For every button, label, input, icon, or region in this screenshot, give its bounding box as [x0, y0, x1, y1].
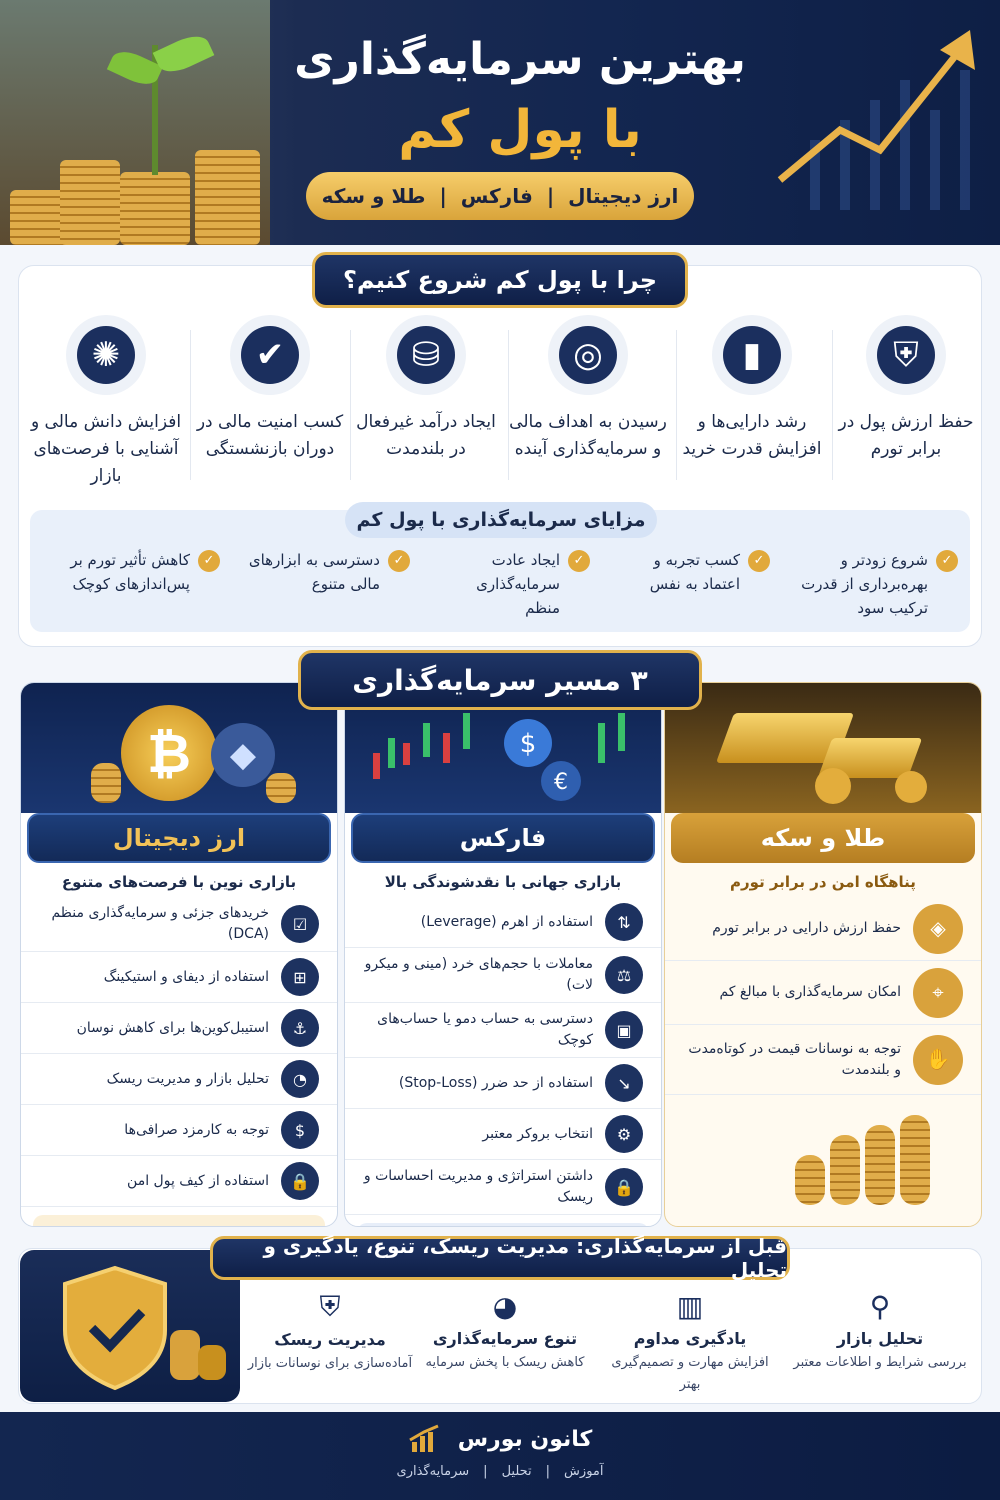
topics-pill [306, 172, 694, 220]
footer-link-investment[interactable]: سرمایه‌گذاری [396, 1464, 470, 1479]
coins-growth-icon: ⛁ [397, 326, 455, 384]
gold-title: طلا و سکه [671, 813, 975, 863]
feature-label: کسب امنیت مالی در دوران بازنشستگی [196, 412, 344, 459]
feature-item [346, 315, 506, 463]
topic-forex: فارکس [460, 184, 533, 208]
header-banner [0, 0, 1000, 245]
gold-column [664, 682, 982, 1227]
footer-links: آموزش | تحلیل | سرمایه‌گذاری [396, 1464, 604, 1479]
check-icon: ✓ [936, 550, 958, 572]
list-item: 🔒 استفاده از کیف پول امن [21, 1156, 337, 1207]
paths-title: ۳ مسیر سرمایه‌گذاری [298, 650, 702, 710]
feature-label: حفظ ارزش پول در برابر تورم [838, 412, 974, 459]
bar-chart-icon: ▮ [723, 326, 781, 384]
feature-item [672, 315, 832, 463]
forex-lead: بازاری جهانی با نقدشوندگی بالا [384, 873, 622, 891]
svg-text:$: $ [519, 729, 537, 759]
list-item: ⌖ امکان سرمایه‌گذاری با مبالغ کم [665, 961, 981, 1025]
dca-icon: ☑ [281, 905, 319, 943]
footer-link-education[interactable]: آموزش [564, 1464, 604, 1479]
advantage-item: ✓ ایجاد عادت سرمایه‌گذاری منظم [440, 548, 590, 618]
shield-check-icon: ✔ [241, 326, 299, 384]
coin-shield-icon: ◈ [913, 904, 963, 954]
feature-item [190, 315, 350, 463]
crypto-title: ارز دیجیتال [27, 813, 331, 863]
shield-chart-icon: ⛨ [877, 326, 935, 384]
footer-link-analysis[interactable]: تحلیل [501, 1464, 532, 1479]
fee-icon: $ [281, 1111, 319, 1149]
list-item: 🔒 داشتن استراتژی و مدیریت احساسات و ریسک [345, 1160, 661, 1215]
crypto-lead: بازاری نوین با فرصت‌های متنوع [61, 873, 297, 891]
coin-plant-image [0, 0, 270, 245]
advantage-item: ✓ دسترسی به ابزارهای مالی متنوع [240, 548, 410, 618]
stablecoin-icon: ⚓ [281, 1009, 319, 1047]
check-icon: ✓ [388, 550, 410, 572]
list-item: ⚙ انتخاب بروکر معتبر [345, 1109, 661, 1160]
defi-icon: ⊞ [281, 958, 319, 996]
growth-arrow-icon [770, 20, 1000, 220]
feature-item [826, 315, 986, 463]
page-title-highlight: با پول کم [398, 100, 642, 160]
before-title: قبل از سرمایه‌گذاری: مدیریت ریسک، تنوع، یادگیری و تحلیل [210, 1236, 790, 1280]
list-item: ◈ حفظ ارزش دارایی در برابر تورم [665, 897, 981, 961]
gold-bars-image [665, 683, 981, 813]
list-item: ⇅ استفاده از اهرم (Leverage) [345, 897, 661, 948]
bitcoin-icon: ₿ [121, 705, 217, 801]
magnifier-icon: ⚲ [869, 1290, 891, 1323]
brand-name: کانون بورس [457, 1426, 593, 1452]
feature-item [26, 315, 186, 490]
crypto-column [20, 682, 338, 1227]
tip-item: ⚲ تحلیل بازار بررسی شرایط و اطلاعات معتبر [790, 1290, 970, 1374]
list-item: ☑ خریدهای جزئی و سرمایه‌گذاری منظم (DCA) [21, 897, 337, 952]
shield-check-icon: ⛨ [319, 1290, 341, 1323]
svg-text:€: € [554, 770, 568, 795]
coin-location-icon: ⌖ [913, 968, 963, 1018]
tip-item: ▥ یادگیری مداوم افزایش مهارت و تصمیم‌گیری بهتر [600, 1290, 780, 1396]
lot-icon: ⚖ [605, 956, 643, 994]
coin-hand-icon: ✋ [913, 1035, 963, 1085]
feature-label: افزایش دانش مالی و آشنایی با فرصت‌های بازار [30, 412, 182, 486]
brain-icon: ✺ [77, 326, 135, 384]
advantage-item: ✓ کسب تجربه و اعتماد به نفس [620, 548, 770, 618]
leverage-icon: ⇅ [605, 903, 643, 941]
feature-label: ایجاد درآمد غیرفعال در بلندمدت [356, 412, 496, 459]
forex-warning [357, 1223, 649, 1227]
page-title: بهترین سرمایه‌گذاری [294, 34, 746, 85]
feature-label: رشد دارایی‌ها و افزایش قدرت خرید [682, 412, 822, 459]
crypto-coins-image [21, 683, 337, 813]
forex-column [344, 682, 662, 1227]
check-icon: ✓ [198, 550, 220, 572]
list-item: ⚖ معاملات با حجم‌های خرد (مینی و میکرو لات) [345, 948, 661, 1003]
gold-coins-chart-image [665, 1095, 981, 1213]
why-title: چرا با پول کم شروع کنیم؟ [312, 252, 688, 308]
advantages-title: مزایای سرمایه‌گذاری با پول کم [345, 502, 657, 538]
list-item: ▣ دسترسی به حساب دمو یا حساب‌های کوچک [345, 1003, 661, 1058]
feature-label: رسیدن به اهداف مالی و سرمایه‌گذاری آینده [509, 412, 667, 459]
check-icon: ✓ [568, 550, 590, 572]
list-item: ⚓ استیبل‌کوین‌ها برای کاهش نوسان [21, 1003, 337, 1054]
list-item: ↘ استفاده از حد ضرر (Stop-Loss) [345, 1058, 661, 1109]
book-icon: ▥ [676, 1290, 704, 1323]
separator: | [546, 184, 555, 208]
crypto-warning [33, 1215, 325, 1227]
topic-gold: طلا و سکه [321, 184, 426, 208]
footer [0, 1412, 1000, 1500]
list-item: ⊞ استفاده از دیفای و استیکینگ [21, 952, 337, 1003]
list-item: ◔ تحلیل بازار و مدیریت ریسک [21, 1054, 337, 1105]
wallet-lock-icon: 🔒 [281, 1162, 319, 1200]
stop-loss-icon: ↘ [605, 1064, 643, 1102]
feature-item [508, 315, 668, 463]
topic-crypto: ارز دیجیتال [568, 184, 679, 208]
gold-lead: پناهگاه امن در برابر تورم [730, 873, 916, 891]
target-icon: ◎ [559, 326, 617, 384]
pie-chart-icon: ◕ [492, 1290, 518, 1323]
advantage-item: ✓ کاهش تأثیر تورم بر پس‌اندازهای کوچک [40, 548, 220, 618]
brand [400, 1424, 600, 1454]
list-item: $ توجه به کارمزد صرافی‌ها [21, 1105, 337, 1156]
check-icon: ✓ [748, 550, 770, 572]
separator: | [439, 184, 447, 208]
analysis-icon: ◔ [281, 1060, 319, 1098]
brand-logo-icon [408, 1424, 448, 1454]
shield-coins-image [20, 1250, 240, 1402]
tip-item: ◕ تنوع سرمایه‌گذاری کاهش ریسک با پخش سرمایه [415, 1290, 595, 1374]
demo-account-icon: ▣ [605, 1011, 643, 1049]
ethereum-icon: ◆ [211, 723, 275, 787]
forex-title: فارکس [351, 813, 655, 863]
broker-icon: ⚙ [605, 1115, 643, 1153]
list-item: ✋ توجه به نوسانات قیمت در کوتاه‌مدت و بلندمدت [665, 1025, 981, 1095]
strategy-lock-icon: 🔒 [605, 1168, 643, 1206]
advantage-item: ✓ شروع زودتر و بهره‌برداری از قدرت ترکیب سود [800, 548, 958, 618]
tip-item: ⛨ مدیریت ریسک آماده‌سازی برای نوسانات بازار [240, 1290, 420, 1375]
